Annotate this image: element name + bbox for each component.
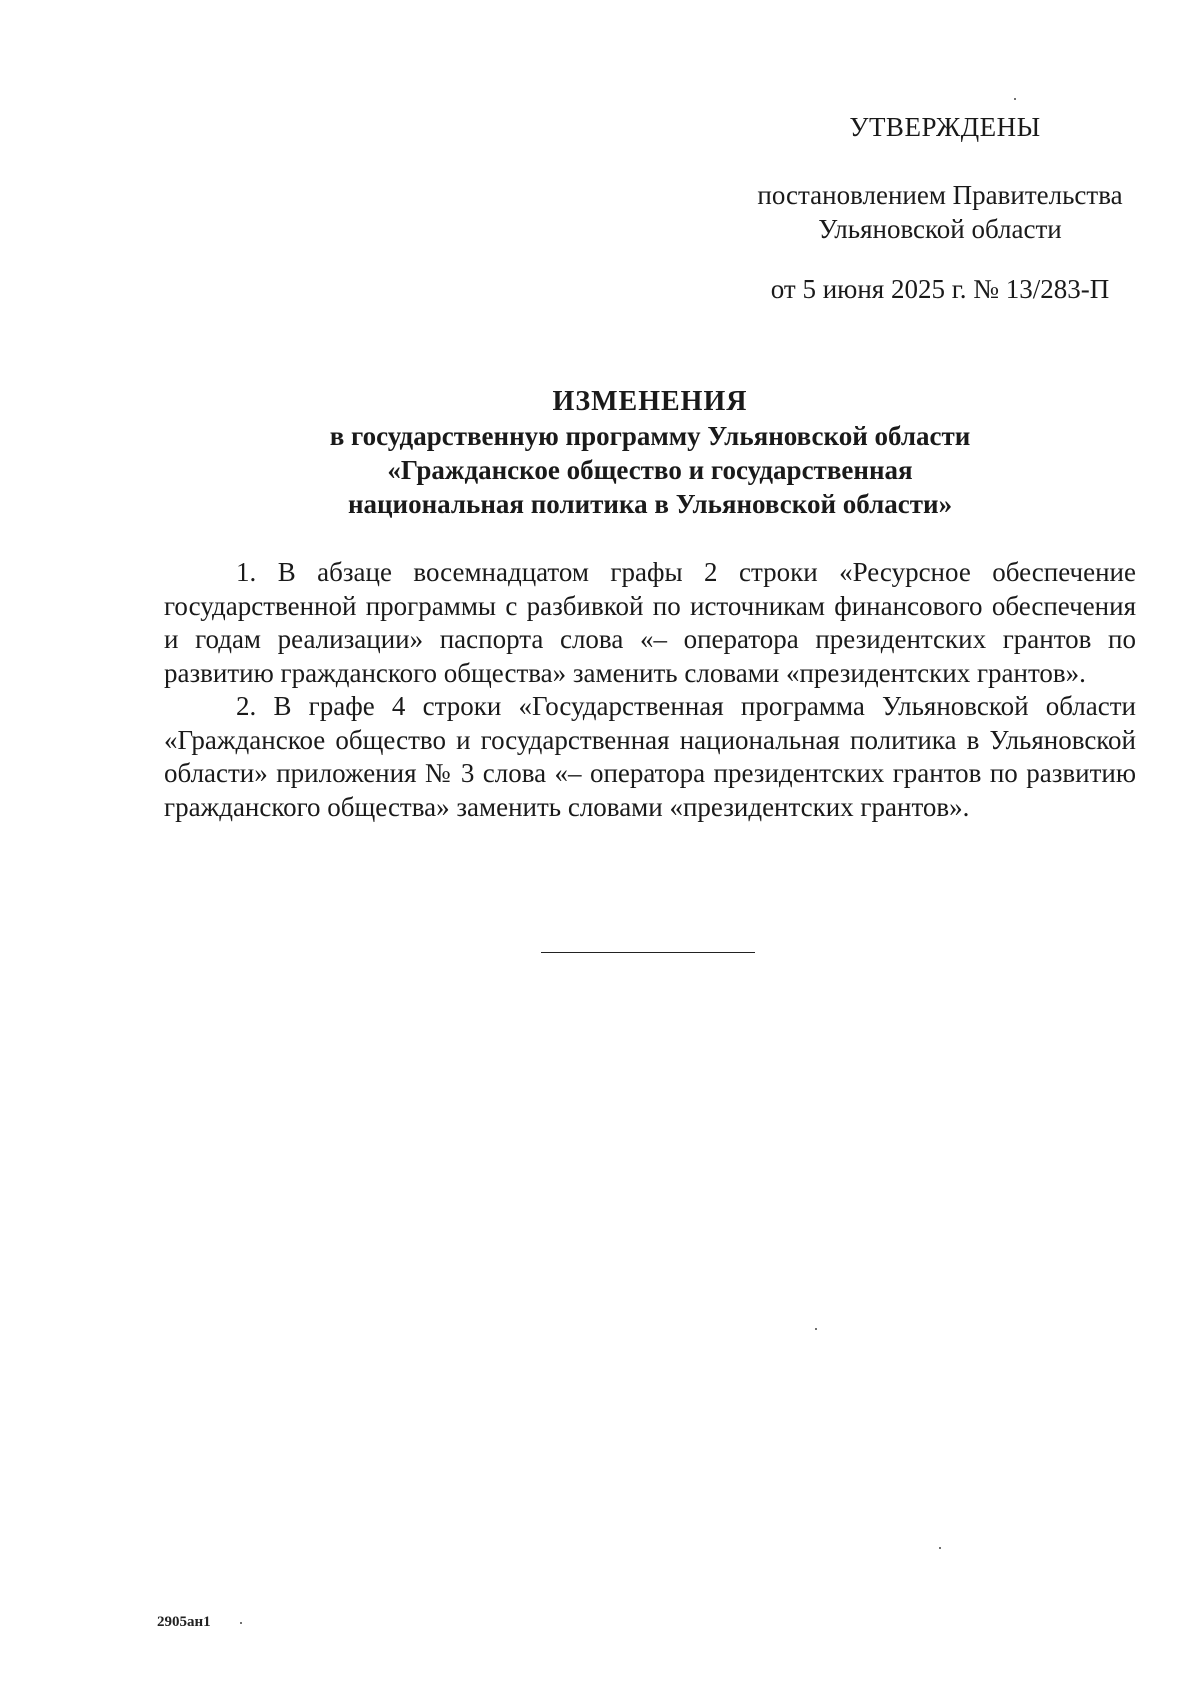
scan-speck [815,1328,817,1330]
closing-divider [541,952,755,953]
paragraph-2: 2. В графе 4 строки «Государственная программа Ульяновской области «Гражданское общество и государственная национальная политика в Ульяновской области» приложения № 3 слова «– оператора президентских грантов по развитию гражданского общества» заменить словами «президентских грантов». [164,691,1136,822]
scan-speck [240,1622,242,1624]
approved-label: УТВЕРЖДЕНЫ [849,112,1041,142]
issuer [720,178,1160,246]
document-code: 2905ан1 [157,1614,211,1630]
document-body [164,556,1136,824]
paragraph-1: 1. В абзаце восемнадцатом графы 2 строки «Ресурсное обеспечение государственной программы с разбивкой по источникам финансового обеспечения и годам реализации» паспорта слова «– оператора президентских грантов по развитию гражданского общества» заменить словами «президентских грантов». [164,557,1136,688]
approval-stamp [720,110,1160,306]
title-heading: ИЗМЕНЕНИЯ [552,386,748,417]
issuer-line-1: постановлением Правительства [757,180,1123,210]
issuer-line-2: Ульяновской области [818,214,1062,244]
title-line-3: национальная политика в Ульяновской области» [347,489,953,519]
title-line-1: в государственную программу Ульяновской области [329,421,971,451]
title-line-2: «Гражданское общество и государственная [387,455,913,485]
scan-speck [1014,98,1016,100]
scan-speck [939,1547,941,1549]
decree-date-number: от 5 июня 2025 г. № 13/283-П [770,274,1110,304]
document-title [160,385,1140,521]
